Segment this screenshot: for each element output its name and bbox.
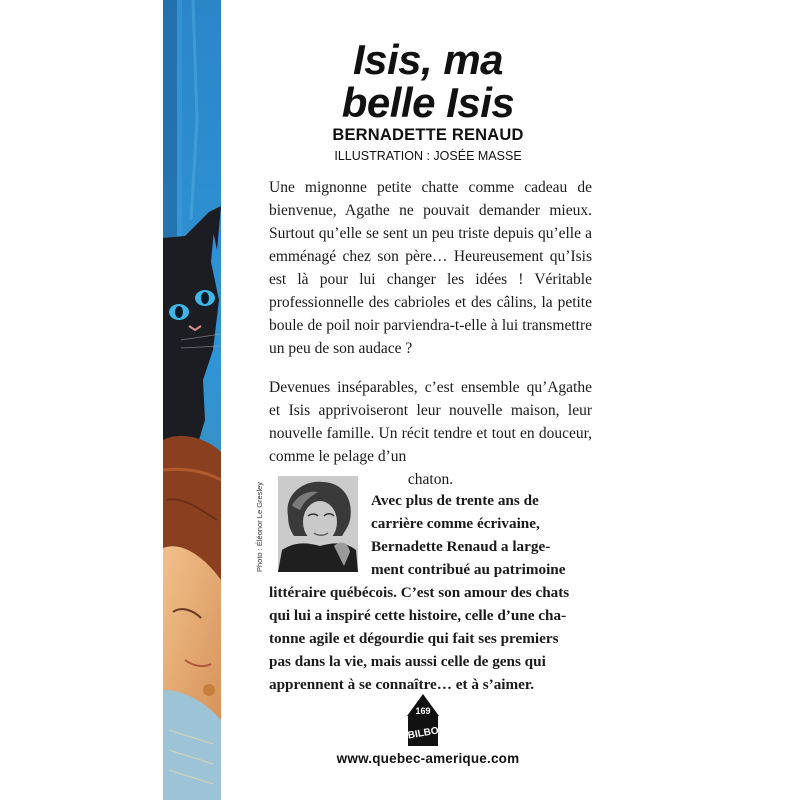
bio-line: littéraire québécois. C’est son amour des chats xyxy=(269,584,570,601)
cat-girl-illustration xyxy=(163,0,221,800)
title-line-2: belle Isis xyxy=(341,79,515,126)
blurb-paragraph-1: Une mignonne petite chatte comme cadeau de bienvenue, Agathe ne pouvait demander mieux. Surtout qu’elle se sent un peu triste depuis qu’elle a emménagé chez son père… Heureusement qu’Isis est là pour lui changer les idées ! Véritable professionnelle des cabrioles et des câlins, la petite boule de poil noir parviendra-t-elle à lui transmettre un peu de son audace ? xyxy=(269,179,592,357)
photo-credit: Photo : Éléonor Le Gresley xyxy=(255,481,264,572)
bio-line: Bernadette Renaud a large- xyxy=(371,538,551,555)
title-line-1: Isis, ma xyxy=(352,36,504,83)
bio-line: qui lui a inspiré cette histoire, celle d’une cha- xyxy=(269,607,567,624)
bilbo-number: 169 xyxy=(415,706,431,716)
bilbo-logo xyxy=(405,692,441,748)
author-bio xyxy=(269,489,592,696)
cover-illustration-strip xyxy=(163,0,221,800)
author-name: BERNADETTE RENAUD xyxy=(332,126,524,144)
blurb-paragraph-2-end: chaton. xyxy=(407,471,454,488)
illustrator-credit: ILLUSTRATION : JOSÉE MASSE xyxy=(334,149,522,163)
bilbo-imprint: BILBO xyxy=(406,725,440,742)
bio-line: carrière comme écrivaine, xyxy=(371,515,540,532)
blurb-paragraph-2 xyxy=(269,376,592,491)
book-title xyxy=(221,38,635,124)
blurb-paragraph-2-text: Devenues inséparables, c’est ensemble qu’Agathe et Isis apprivoiseront leur nouvelle maison, leur nouvelle famille. Un récit tendre et tout en douceur, comme le pelage d’un xyxy=(269,379,592,465)
publisher-website: www.quebec-amerique.com xyxy=(336,751,520,766)
bio-line: Avec plus de trente ans de xyxy=(371,492,539,509)
bio-line: ment contribué au patrimoine xyxy=(371,561,566,578)
bio-line: tonne agile et dégourdie qui fait ses premiers xyxy=(269,630,559,647)
bio-line: pas dans la vie, mais aussi celle de gens qui xyxy=(269,653,546,670)
bio-line: apprennent à se connaître… et à s’aimer. xyxy=(269,676,535,693)
book-back-cover xyxy=(163,0,635,800)
